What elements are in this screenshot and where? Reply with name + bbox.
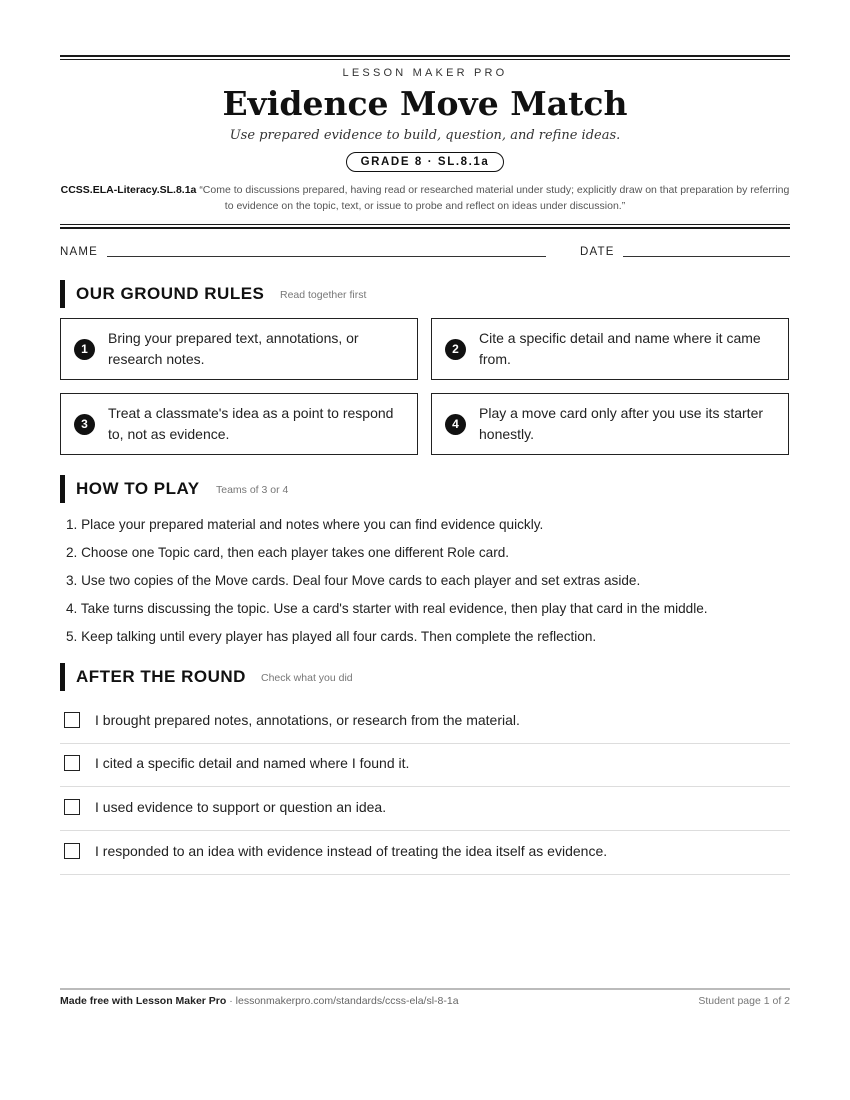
section-accent-bar bbox=[60, 663, 65, 691]
name-field[interactable] bbox=[107, 256, 546, 257]
date-label: DATE bbox=[580, 246, 615, 258]
checklist-text: I used evidence to support or question an idea. bbox=[95, 799, 387, 815]
footer-rule bbox=[60, 988, 790, 990]
checklist-text: I cited a specific detail and named where I found it. bbox=[95, 755, 410, 771]
checklist-text: I responded to an idea with evidence instead of treating the idea itself as evidence. bbox=[95, 843, 608, 859]
grade-badge-wrap bbox=[60, 152, 790, 172]
section-title: AFTER THE ROUND bbox=[76, 667, 246, 686]
instruction-step: 4. Take turns discussing the topic. Use a card's starter with real evidence, then play that card in the middle. bbox=[66, 601, 708, 616]
section-note: Teams of 3 or 4 bbox=[216, 484, 289, 496]
instruction-step: 1. Place your prepared material and notes where you can find evidence quickly. bbox=[66, 517, 544, 532]
rule-number-badge: 2 bbox=[445, 339, 466, 360]
instruction-steps bbox=[66, 511, 790, 651]
reflection-checklist-item bbox=[60, 742, 790, 787]
header-bottom-rule-thin bbox=[60, 224, 790, 225]
ground-rule-card bbox=[60, 318, 418, 380]
ground-rules-heading bbox=[60, 280, 790, 308]
ground-rule-card bbox=[60, 393, 418, 455]
header-bottom-rule bbox=[60, 227, 790, 229]
after-round-heading bbox=[60, 663, 790, 691]
reflection-checklist-item bbox=[60, 786, 790, 831]
section-title: OUR GROUND RULES bbox=[76, 284, 265, 303]
standard-description bbox=[60, 182, 790, 214]
ground-rule-card bbox=[431, 393, 789, 455]
ground-rule-card bbox=[431, 318, 789, 380]
date-field[interactable] bbox=[623, 256, 790, 257]
reflection-checkbox[interactable] bbox=[64, 799, 80, 815]
brand-name: LESSON MAKER PRO bbox=[342, 67, 508, 79]
reflection-checkbox[interactable] bbox=[64, 755, 80, 771]
rule-number-badge: 3 bbox=[74, 414, 95, 435]
rule-number-badge: 1 bbox=[74, 339, 95, 360]
reflection-checklist-item bbox=[60, 699, 790, 744]
header-top-rule bbox=[60, 55, 790, 57]
instruction-step: 2. Choose one Topic card, then each player takes one different Role card. bbox=[66, 545, 510, 560]
standard-code: CCSS.ELA-Literacy.SL.8.1a bbox=[60, 184, 197, 196]
footer-credit bbox=[60, 995, 459, 1007]
rule-text: Play a move card only after you use its starter honestly. bbox=[479, 405, 764, 442]
rule-number-badge: 4 bbox=[445, 414, 466, 435]
page-title: Evidence Move Match bbox=[222, 84, 628, 123]
section-title: HOW TO PLAY bbox=[76, 479, 200, 498]
section-note: Check what you did bbox=[261, 672, 353, 684]
reflection-checkbox[interactable] bbox=[64, 843, 80, 859]
rule-text: Cite a specific detail and name where it came from. bbox=[479, 330, 761, 367]
section-accent-bar bbox=[60, 280, 65, 308]
checklist-text: I brought prepared notes, annotations, or research from the material. bbox=[95, 712, 520, 728]
section-accent-bar bbox=[60, 475, 65, 503]
section-note: Read together first bbox=[280, 289, 367, 301]
reflection-checklist-item bbox=[60, 830, 790, 875]
instruction-step: 5. Keep talking until every player has played all four cards. Then complete the reflection. bbox=[66, 629, 597, 644]
footer-page-number: Student page 1 of 2 bbox=[698, 995, 790, 1007]
footer-url[interactable]: · lessonmakerpro.com/standards/ccss-ela/sl-8-1a bbox=[226, 995, 459, 1007]
name-label: NAME bbox=[60, 246, 99, 258]
rule-text: Bring your prepared text, annotations, or research notes. bbox=[108, 330, 359, 367]
header-top-rule-thin bbox=[60, 59, 790, 60]
instruction-step: 3. Use two copies of the Move cards. Deal four Move cards to each player and set extras aside. bbox=[66, 573, 641, 588]
how-to-play-heading bbox=[60, 475, 790, 503]
footer-made-with: Made free with Lesson Maker Pro bbox=[60, 995, 227, 1007]
rule-text: Treat a classmate's idea as a point to respond to, not as evidence. bbox=[108, 405, 394, 442]
reflection-checkbox[interactable] bbox=[64, 712, 80, 728]
worksheet-page bbox=[60, 0, 790, 1100]
page-subtitle: Use prepared evidence to build, question, and refine ideas. bbox=[229, 128, 621, 143]
standard-text: “Come to discussions prepared, having read or researched material under study; explicitly draw on that preparation by referring to evidence on the topic, text, or issue to probe and reflect on ideas under discussion.” bbox=[199, 184, 790, 212]
grade-badge: GRADE 8 · SL.8.1a bbox=[346, 152, 505, 172]
